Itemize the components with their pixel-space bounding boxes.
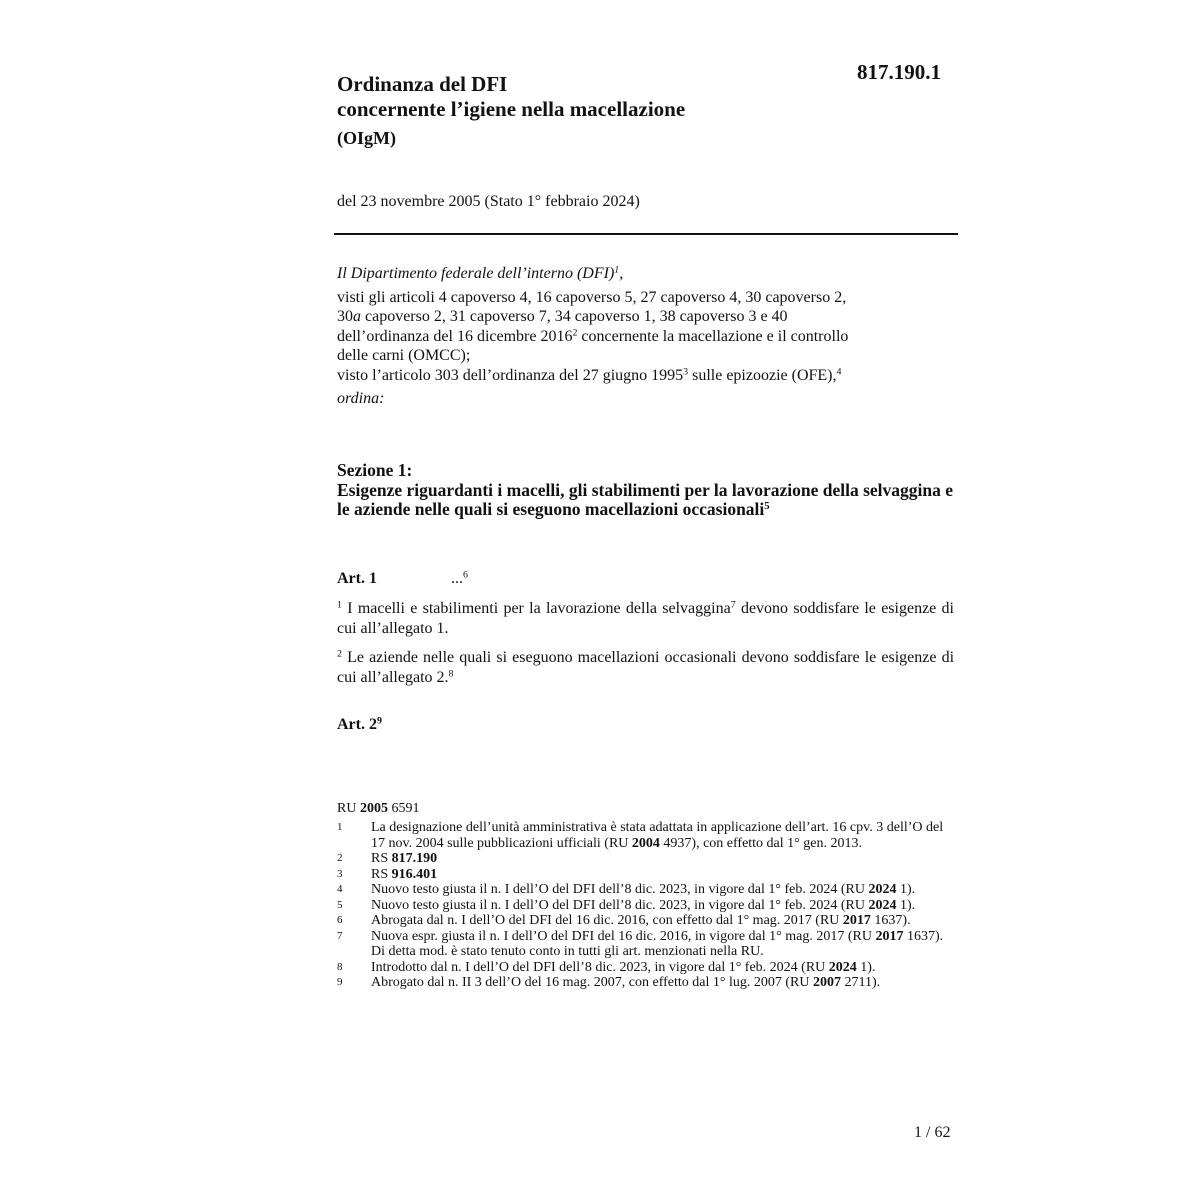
- article-1-paragraph-2: $^2$ Le aziende nelle quali si eseguono macellazioni occasionali devono soddisfare le esigenze di cui all’allegato 2.$^8$: [337, 648, 955, 686]
- article-1-paragraph-1: $^1$ I macelli e stabilimenti per la lavorazione della selvaggina$^7$ devono soddisfare le esigenze di cui all’allegato 1.: [337, 599, 955, 637]
- header-divider: [334, 233, 958, 235]
- preamble-ordina: ordina:: [337, 390, 385, 407]
- preamble-visti: visti gli articoli 4 capoverso 4, 16 capoverso 5, 27 capoverso 4, 30 capoverso 2, 30a capoverso 2, 31 capoverso 7, 34 capoverso 1, 38 capoverso 3 e 40 dell’ordinanza del 16 dicembre 2016$^2$ concernente la macellazione e il controllo delle carni (OMCC); visto l’articolo 303 dell’ordinanza del 27 giugno 1995$^3$ sulle epizoozie (OFE),$^4$: [337, 288, 849, 384]
- footnote-ref-3[interactable]: 3: [683, 366, 689, 378]
- footnote-1: 1 La designazione dell’unità amministrativa è stata adattata in applicazione dell’art. 16 cpv. 3 dell’O del 17 nov. 2004 sulle pubblicazioni ufficiali (RU 2004 4937), con effetto dal 1° gen. 2013.: [337, 820, 944, 851]
- footnote-7: 7 Nuova espr. giusta il n. I dell’O del DFI del 16 dic. 2016, in vigore dal 1° mag. 2017 (RU 2017 1637). Di detta mod. è stato tenuto conto in tutti gli art. menzionati nella RU.: [337, 928, 944, 959]
- footnote-6: 6 Abrogata dal n. I dell’O del DFI del 16 dic. 2016, con effetto dal 1° mag. 2017 (RU 2017 1637).: [337, 913, 911, 928]
- article-2-label: Art. $2^9$: [337, 715, 382, 733]
- footnotes: [337, 820, 957, 991]
- footnote-ref-6[interactable]: 6: [463, 569, 468, 581]
- footnote-ref-4[interactable]: 4: [836, 366, 842, 378]
- page-number: 1 / 62: [914, 1124, 951, 1141]
- title-line-2: concernente l’igiene nella macellazione: [337, 97, 686, 121]
- footnote-3: 3 RS 916.401: [337, 866, 438, 882]
- footnote-ref-2[interactable]: 2: [572, 327, 578, 339]
- footnote-ref-5[interactable]: 5: [764, 500, 770, 513]
- footnote-4: 4 Nuovo testo giusta il n. I dell’O del DFI dell’8 dic. 2023, in vigore dal 1° feb. 2024 (RU 2024 1).: [337, 882, 916, 897]
- article-1-label: Art. 1: [337, 570, 377, 587]
- section-1-label: Sezione 1:: [337, 460, 413, 480]
- document-title: [337, 72, 685, 151]
- ru-reference: RU 2005 6591: [337, 801, 420, 816]
- footnote-ref-9[interactable]: 9: [376, 715, 382, 727]
- title-abbreviation: (OIgM): [337, 128, 396, 148]
- footnote-ref-7[interactable]: 7: [730, 599, 736, 611]
- document-date: del 23 novembre 2005 (Stato 1° febbraio 2024): [337, 193, 640, 210]
- title-line-1: Ordinanza del DFI: [337, 72, 508, 96]
- section-1-heading: [337, 461, 957, 520]
- preamble-authority: Il Dipartimento federale dell’interno (DFI)$^1$,: [337, 264, 624, 282]
- footnote-2: 2 RS 817.190: [337, 851, 438, 866]
- footnote-9: 9 Abrogato dal n. II 3 dell’O del 16 mag. 2007, con effetto dal 1° lug. 2007 (RU 2007 2711).: [337, 975, 881, 990]
- section-1-title: Esigenze riguardanti i macelli, gli stabilimenti per la lavorazione della selvaggina e le aziende nelle quali si eseguono macellazioni occasionali$^5$: [337, 479, 954, 519]
- footnote-5: 5 Nuovo testo giusta il n. I dell’O del DFI dell’8 dic. 2023, in vigore dal 1° feb. 2024 (RU 2024 1).: [337, 897, 916, 913]
- footnote-ref-8[interactable]: 8: [448, 668, 454, 680]
- footnote-8: 8 Introdotto dal n. I dell’O del DFI dell’8 dic. 2023, in vigore dal 1° feb. 2024 (RU 2024 1).: [337, 959, 876, 975]
- sr-number: 817.190.1: [857, 60, 941, 84]
- article-1-title: ...$^6$: [451, 569, 468, 587]
- preamble: [337, 264, 957, 409]
- footnote-ref-1[interactable]: 1: [614, 264, 620, 276]
